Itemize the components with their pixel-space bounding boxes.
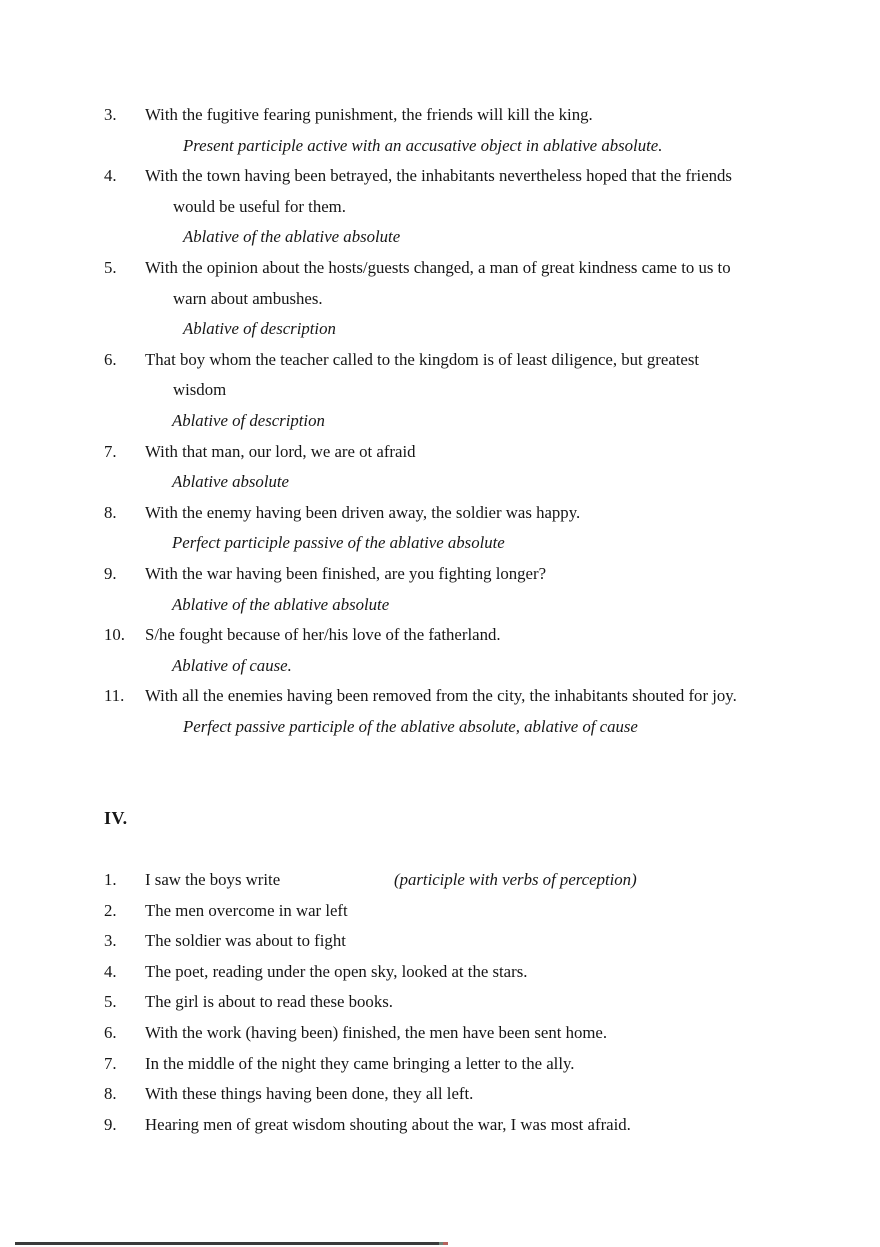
sentence-line [0,161,880,192]
sentence-line [0,345,880,376]
sentence-text: warn about ambushes. [173,288,323,308]
exercise-item [0,620,880,681]
item-number: 9. [104,563,117,583]
sentence-line [0,1110,880,1141]
item-number: 6. [104,349,117,369]
sentence-line [0,1018,880,1049]
answer-line [0,528,880,559]
item-number: 10. [104,625,125,645]
sentence-text: In the middle of the night they came bringing a letter to the ally. [145,1053,575,1073]
sentence-text: With the fugitive fearing punishment, the friends will kill the king. [145,105,593,124]
exercise-answer-list [0,100,880,742]
exercise-item [0,681,880,742]
item-number: 6. [104,1023,117,1043]
sentence-line [0,681,880,712]
sentence-text: wisdom [173,380,227,400]
answer-line [0,131,880,162]
sentence-line [0,957,880,988]
answer-text: Ablative of description [183,319,336,339]
sentence-text: With the enemy having been driven away, the soldier was happy. [145,502,581,522]
item-number: 9. [104,1114,117,1134]
sentence-line [0,375,880,406]
item-number: 7. [104,441,117,461]
exercise-item [0,559,880,620]
sentence-line [0,896,880,927]
section-heading: IV. [104,808,128,829]
bottom-rule-artifact-red [443,1242,448,1245]
sentence-line [0,100,880,131]
sentence-line [0,559,880,590]
sentence-line [0,284,880,315]
exercise-item [0,100,880,161]
sentence-text: would be useful for them. [173,196,346,216]
answer-line [0,651,880,682]
answer-line [0,222,880,253]
sentence-text: With the work (having been) finished, the men have been sent home. [145,1023,608,1043]
sentence-text: That boy whom the teacher called to the kingdom is of least diligence, but greatest [145,349,700,369]
answer-text: Ablative of cause. [172,655,292,675]
exercise-item [0,345,880,437]
exercise-item [0,161,880,253]
exercise-item [0,253,880,345]
bottom-rule [15,1242,448,1245]
answer-line [0,712,880,743]
exercise-item [0,437,880,498]
answer-text: Perfect passive participle of the ablative absolute, ablative of cause [183,716,638,736]
answer-text: Present participle active with an accusative object in ablative absolute. [183,135,663,155]
answer-text: Ablative of description [172,410,325,430]
sentence-line [0,192,880,223]
sentence-line [0,926,880,957]
answer-text: Ablative absolute [172,472,289,492]
sentence-text: Hearing men of great wisdom shouting about the war, I was most afraid. [145,1114,631,1134]
answer-line [0,314,880,345]
sentence-line [0,437,880,468]
answer-line [0,467,880,498]
sentence-line [0,253,880,284]
section-iv-list [0,865,880,1140]
sentence-line [0,620,880,651]
item-number: 4. [104,166,117,186]
sentence-line [0,987,880,1018]
answer-text: Perfect participle passive of the ablative absolute [172,533,505,553]
sentence-text: With that man, our lord, we are ot afraid [145,441,416,461]
sentence-text: I saw the boys write [145,870,281,890]
bottom-rule-line [15,1242,439,1245]
sentence-text: With the opinion about the hosts/guests changed, a man of great kindness came to us to [145,257,731,277]
sentence-text: The poet, reading under the open sky, looked at the stars. [145,961,528,981]
sentence-line [0,1079,880,1110]
sentence-text: S/he fought because of her/his love of the fatherland. [145,625,501,645]
sentence-text: The girl is about to read these books. [145,992,393,1012]
item-number: 2. [104,900,117,920]
item-number: 8. [104,1084,117,1104]
item-number: 7. [104,1053,117,1073]
answer-line [0,590,880,621]
item-number: 3. [104,931,117,951]
item-number: 4. [104,961,117,981]
answer-line [0,406,880,437]
item-number: 1. [104,870,117,890]
sentence-text: The men overcome in war left [145,900,348,920]
sentence-line [0,498,880,529]
sentence-line [0,865,880,896]
answer-text: Ablative of the ablative absolute [172,594,390,614]
sentence-text: The soldier was about to fight [145,931,346,951]
item-number: 5. [104,992,117,1012]
sentence-line [0,1049,880,1080]
item-number: 8. [104,502,117,522]
sentence-text: With the town having been betrayed, the inhabitants nevertheless hoped that the friends [145,166,732,186]
sentence-text: With these things having been done, they all left. [145,1084,474,1104]
sentence-text: With the war having been finished, are you fighting longer? [145,563,547,583]
grammar-note: (participle with verbs of perception) [394,870,637,890]
item-number: 5. [104,257,117,277]
sentence-text: With all the enemies having been removed from the city, the inhabitants shouted for joy. [145,686,737,706]
exercise-item [0,498,880,559]
answer-text: Ablative of the ablative absolute [183,227,401,247]
item-number: 3. [104,105,117,124]
item-number: 11. [104,686,125,706]
